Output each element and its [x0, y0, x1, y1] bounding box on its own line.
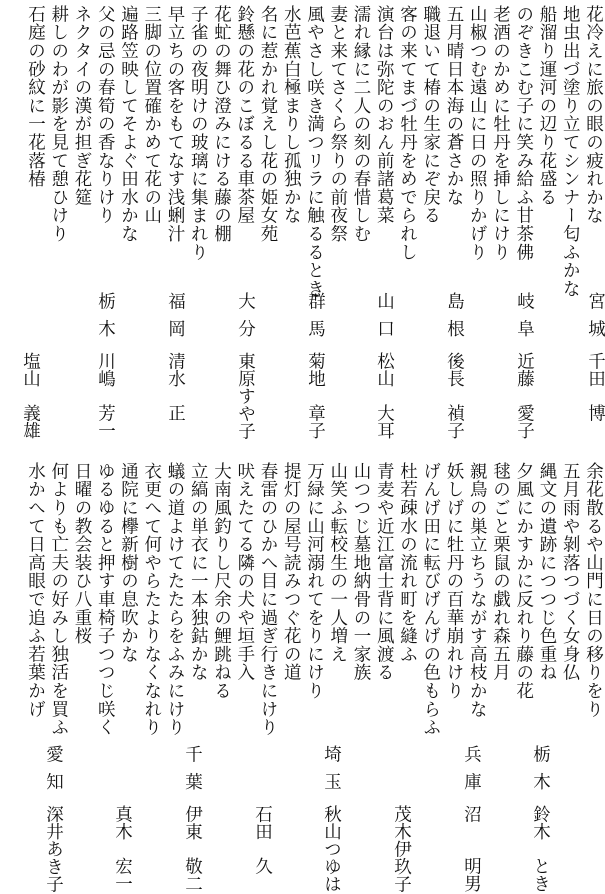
author-prefecture: 栃木 [530, 745, 551, 800]
author-given-name: 禎子 [444, 404, 465, 439]
haiku-line: 遍路笠映してそよぐ田水かな [118, 5, 139, 243]
haiku-line: 山椒つむ遠山に日の照りかげり [467, 5, 488, 262]
haiku-line: 立縞の単衣に一本独鈷かな [188, 462, 209, 682]
haiku-line: 耕しのわが影を見て憩ひけり [48, 5, 69, 243]
haiku-line: 縄文の遺跡につつじ色重ね [537, 462, 557, 682]
author-given-name: 章子 [305, 404, 326, 439]
author-name: 伊東 [182, 805, 203, 840]
author-name: 石田 [252, 805, 273, 840]
haiku-line: 船溜り運河の辺り花盛る [537, 5, 557, 207]
author-given-name: 愛子 [514, 404, 535, 439]
haiku-line: 青麦や近江富士背に風渡る [374, 462, 395, 682]
author-prefecture: 山口 [374, 292, 395, 347]
haiku-line: 老酒のかめに牡丹を挿しにけり [490, 5, 511, 262]
author-given-name: とき [530, 857, 551, 892]
haiku-line: ネクタイの漢が担ぎ花筵 [72, 5, 92, 207]
author-name: 東原すや子 [235, 352, 256, 440]
author-name: 川嶋 [95, 352, 116, 387]
author-name: 松山 [374, 352, 395, 387]
haiku-line: 蟻の道よけてたたらをふみにけり [165, 462, 185, 737]
haiku-line: 山つつじ墓地納骨の一家族 [351, 462, 371, 682]
author-prefecture: 大分 [235, 292, 256, 347]
haiku-line: 提灯の屋号読みつぐ花の道 [281, 462, 302, 682]
author-prefecture: 群馬 [305, 292, 326, 347]
haiku-line: 水かへて日高眼で追ふ若葉かげ [25, 462, 46, 719]
haiku-line: 日曜の教会装ひ八重桜 [72, 462, 92, 645]
author-given-name: 明男 [461, 857, 482, 892]
haiku-line: 濡れ縁に二人の刻の春惜しむ [351, 5, 371, 243]
haiku-line: 衣更へて何やらたよりなくなれり [141, 462, 162, 737]
author-given-name: 宏一 [112, 857, 133, 892]
haiku-line: 地虫出づ塗り立てシンナー匂ふかな [560, 5, 581, 298]
author-name: 沼 [461, 805, 482, 823]
haiku-line: 鈴懸の花のこぼるる車茶屋 [234, 5, 255, 225]
haiku-line: 花冷えに旅の眼の疲れかな [583, 5, 604, 225]
haiku-line: 花虻の舞ひ澄みにける藤の棚 [211, 5, 232, 243]
haiku-line: 夕風にかすかに反れり藤の花 [513, 462, 534, 700]
author-given-name: 大耳 [374, 404, 395, 439]
author-prefecture: 岐阜 [514, 292, 535, 347]
haiku-line: 吠えたてる隣の犬や垣手入 [234, 462, 255, 682]
haiku-line: のぞきこむ子に笑み給ふ甘茶佛 [513, 5, 534, 262]
author-name: 後長 [444, 352, 465, 387]
author-prefecture: 島根 [444, 292, 465, 347]
author-name: 真木 [112, 805, 133, 840]
author-prefecture: 宮城 [585, 292, 605, 347]
haiku-line: 三脚の位置確かめて花の山 [141, 5, 162, 225]
haiku-line: 子雀の夜明けの玻璃に集まれり [188, 5, 209, 262]
author-prefecture: 埼玉 [321, 745, 342, 800]
haiku-line: 妖しげに牡丹の百華崩れけり [444, 462, 464, 700]
haiku-line: 石庭の砂紋に一花落椿 [25, 5, 46, 188]
author-name: 塩山 [20, 352, 41, 387]
author-name: 千田 [585, 352, 605, 387]
haiku-line: 万緑に山河溺れてをりにけり [304, 462, 325, 700]
haiku-line: 演台は弥陀のおん前諸葛菜 [374, 5, 395, 225]
author-prefecture: 愛知 [43, 745, 64, 800]
author-name: 深井あき子 [43, 805, 64, 893]
author-prefecture: 福岡 [165, 292, 186, 347]
author-name: 菊地 [305, 352, 326, 387]
haiku-line: げんげ田に転びげんげの色もらふ [420, 462, 441, 737]
haiku-line: 親鳥の巣立ちうながす高枝かな [467, 462, 488, 719]
author-name: 清水 [165, 352, 186, 387]
haiku-line: 五月晴日本海の蒼さかな [444, 5, 464, 207]
author-name: 秋山つゆは [321, 805, 342, 893]
author-given-name: 芳一 [95, 404, 116, 439]
haiku-line: ゆるゆると押す車椅子つつじ咲く [95, 462, 116, 737]
author-prefecture: 千葉 [182, 745, 203, 800]
haiku-line: 風やさし咲き満つリラに触るるとき [304, 5, 325, 298]
author-name: 鈴木 [530, 805, 551, 840]
haiku-line: 毬のごと栗鼠の戯れ森五月 [490, 462, 511, 682]
haiku-line: 余花散るや山門に日の移りをり [583, 462, 604, 719]
author-given-name: 敬二 [182, 857, 203, 892]
haiku-line: 父の忌の春筍の香なりけり [95, 5, 116, 225]
haiku-line: 妻と来てさくら祭りの前夜祭 [327, 5, 348, 243]
haiku-line: 名に惹かれ覚えし花の姫女苑 [258, 5, 278, 243]
author-name: 近藤 [514, 352, 535, 387]
haiku-line: 五月雨や剝落つづく女身仏 [560, 462, 581, 682]
haiku-line: 水芭蕉白極まりし孤独かな [281, 5, 302, 225]
author-given-name: 博 [585, 404, 605, 422]
author-given-name: 義雄 [20, 404, 41, 439]
author-prefecture: 栃木 [95, 292, 116, 347]
haiku-line: 何よりも亡夫の好みし独活を買ふ [48, 462, 69, 737]
haiku-line: 春雷のひかへ目に過ぎ行きにけり [258, 462, 278, 737]
author-given-name: 久 [252, 857, 273, 875]
haiku-line: 通院に欅新樹の息吹かな [118, 462, 139, 664]
author-name: 茂木伊玖子 [391, 805, 412, 893]
haiku-line: 客の来てまづ牡丹をめでられし [397, 5, 418, 262]
haiku-line: 大南風釣りし尺余の鯉跳ねる [211, 462, 232, 700]
haiku-line: 杜若疎水の流れ町を縫ふ [397, 462, 418, 664]
haiku-line: 山笑ふ転校生の一人増え [327, 462, 348, 664]
haiku-line: 職退いて椿の生家にぞ戻る [420, 5, 441, 225]
author-prefecture: 兵庫 [461, 745, 482, 800]
haiku-line: 早立ちの客をもてなす浅蜊汁 [165, 5, 185, 243]
author-given-name: 正 [165, 404, 186, 422]
